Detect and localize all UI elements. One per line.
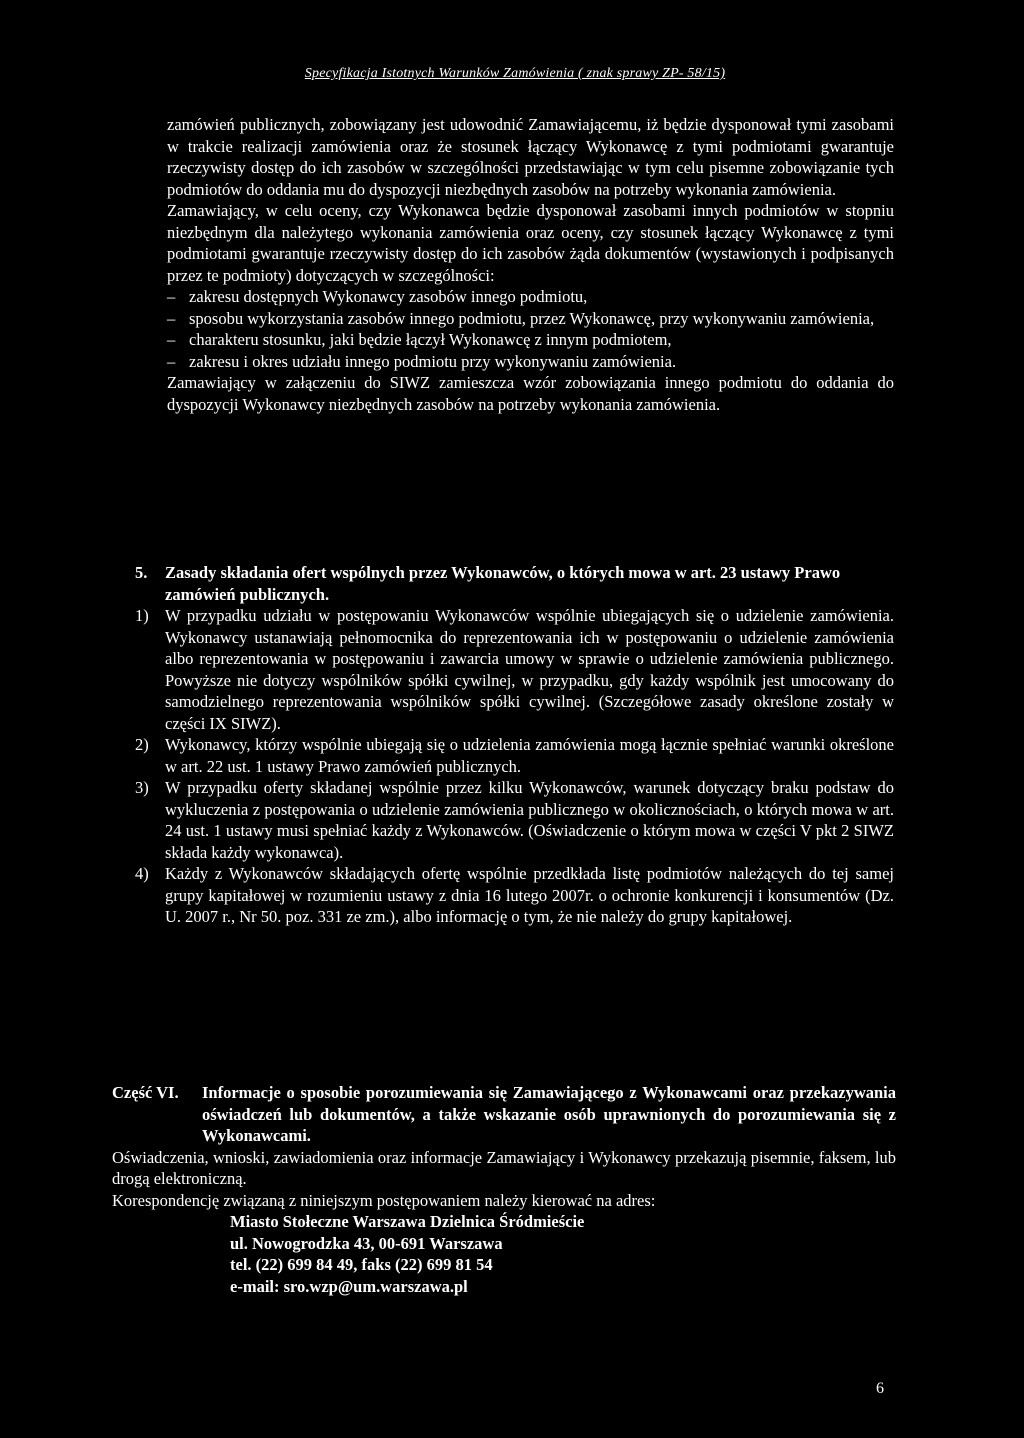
section-6-label: Część VI.: [112, 1083, 179, 1102]
page-number: 6: [876, 1380, 884, 1397]
item-number: 4): [135, 864, 149, 883]
page-header: Specyfikacja Istotnych Warunków Zamówienia ( znak sprawy ZP- 58/15): [304, 66, 726, 81]
item-number: 3): [135, 778, 149, 797]
address-line: Miasto Stołeczne Warszawa Dzielnica Śródmieście: [230, 1212, 585, 1231]
section-6: [112, 1082, 896, 1297]
item-number: 2): [135, 735, 149, 754]
intro-paragraph-2: Zamawiający, w celu oceny, czy Wykonawca będzie dysponował zasobami innych podmiotów w stopniu niezbędnym dla należytego wykonania zamówienia oraz oceny, czy stosunek łączący Wykonawcę z tymi podmiotami gwarantuje rzeczywisty dostęp do ich zasobów żąda dokumentów (wystawionych i podpisanych przez te podmioty) dotyczących w szczególności:: [167, 201, 894, 285]
dash-list-item: [167, 308, 894, 330]
section-5-item-2: [135, 734, 894, 777]
item-number: 1): [135, 606, 149, 625]
section-5-item-4: [135, 863, 894, 928]
address-line: ul. Nowogrodzka 43, 00-691 Warszawa: [230, 1233, 503, 1253]
section-5-title: Zasady składania ofert wspólnych przez Wykonawców, o których mowa w art. 23 ustawy Prawo zamówień publicznych.: [165, 563, 841, 604]
section-5: [135, 562, 894, 928]
section-6-paragraph-1: Oświadczenia, wnioski, zawiadomienia oraz informacje Zamawiający i Wykonawcy przekazują pisemnie, faksem, lub drogą elektroniczną.: [112, 1147, 896, 1188]
section-6-heading: [112, 1082, 896, 1147]
dash-item-text: zakresu dostępnych Wykonawcy zasobów innego podmiotu,: [189, 287, 588, 306]
item-text: W przypadku udziału w postępowaniu Wykonawców wspólnie ubiegających się o udzielenie zamówienia. Wykonawcy ustanawiają pełnomocnika do reprezentowania ich w postępowaniu o udzielenie zamówienia albo reprezentowania w postępowaniu i zawarcia umowy w sprawie o udzielenie zamówienia publicznego. Powyższe nie dotyczy wspólników spółki cywilnej, w przypadku, gdy każdy wspólnik jest umocowany do samodzielnego reprezentowania wspólników spółki cywilnej. (Szczegółowe zasady określone zostały w części IX SIWZ).: [165, 606, 894, 733]
dash-list-item: [167, 286, 894, 308]
item-text: W przypadku oferty składanej wspólnie przez kilku Wykonawców, warunek dotyczący braku podstaw do wykluczenia z postępowania o udzielenie zamówienia publicznego w okolicznościach, o których mowa w art. 24 ust. 1 ustawy musi spełniać każdy z Wykonawców. (Oświadczenie o którym mowa w części V pkt 2 SIWZ składa każdy wykonawca).: [165, 778, 894, 862]
dash-list-item: [167, 329, 894, 351]
section-5-item-1: [135, 605, 894, 734]
section-6-title: Informacje o sposobie porozumiewania się Zamawiającego z Wykonawcami oraz przekazywania oświadczeń lub dokumentów, a także wskazanie osób uprawnionych do porozumiewania się z Wykonawcami.: [202, 1083, 896, 1145]
dash-item-text: sposobu wykorzystania zasobów innego podmiotu, przez Wykonawcę, przy wykonywaniu zamówienia,: [189, 308, 875, 328]
dash-marker: –: [167, 330, 176, 349]
section-6-paragraph-2: Korespondencję związaną z niniejszym postępowaniem należy kierować na adres:: [112, 1190, 656, 1210]
intro-block: [167, 114, 894, 415]
section-5-item-3: [135, 777, 894, 863]
item-text: Każdy z Wykonawców składających ofertę wspólnie przedkłada listę podmiotów należących do tej samej grupy kapitałowej w rozumieniu ustawy z dnia 16 lutego 2007r. o ochronie konkurencji i konsumentów (Dz. U. 2007 r., Nr 50. poz. 331 ze zm.), albo informację o tym, że nie należy do grupy kapitałowej.: [165, 864, 894, 926]
dash-item-text: zakresu i okres udziału innego podmiotu przy wykonywaniu zamówienia.: [189, 351, 677, 371]
dash-marker: –: [167, 351, 176, 371]
section-5-heading: [135, 562, 894, 605]
dash-marker: –: [167, 287, 176, 306]
dash-item-text: charakteru stosunku, jaki będzie łączył Wykonawcę z innym podmiotem,: [189, 330, 672, 349]
email-line: e-mail: sro.wzp@um.warszawa.pl: [230, 1276, 468, 1296]
address-block: [112, 1211, 896, 1297]
closing-paragraph: Zamawiający w załączeniu do SIWZ zamieszcza wzór zobowiązania innego podmiotu do oddania do dyspozycji Wykonawcy niezbędnych zasobów na potrzeby wykonania zamówienia.: [167, 373, 894, 414]
section-5-number: 5.: [135, 563, 148, 582]
intro-paragraph-1: zamówień publicznych, zobowiązany jest udowodnić Zamawiającemu, iż będzie dysponował tymi zasobami w trakcie realizacji zamówienia oraz że stosunek łączący Wykonawcę z tymi podmiotami gwarantuje rzeczywisty dostęp do ich zasobów w szczególności przedstawiając w tym celu pisemne zobowiązanie tych podmiotów do oddania mu do dyspozycji niezbędnych zasobów na potrzeby wykonania zamówienia.: [167, 115, 894, 199]
item-text: Wykonawcy, którzy wspólnie ubiegają się o udzielenia zamówienia mogą łącznie spełniać warunki określone w art. 22 ust. 1 ustawy Prawo zamówień publicznych.: [165, 735, 894, 776]
address-line: tel. (22) 699 84 49, faks (22) 699 81 54: [230, 1255, 493, 1274]
dash-marker: –: [167, 308, 176, 328]
dash-list-item: [167, 351, 894, 373]
